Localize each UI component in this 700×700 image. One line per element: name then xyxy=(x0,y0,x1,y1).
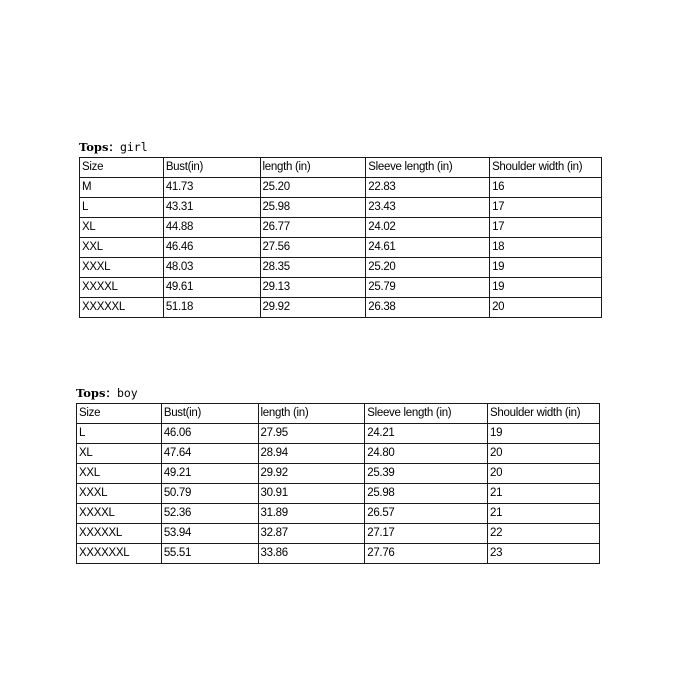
measurement-cell: 27.76 xyxy=(365,544,488,564)
measurement-cell: 46.06 xyxy=(161,424,258,444)
table-row xyxy=(77,524,600,544)
measurement-cell: 19 xyxy=(490,258,602,278)
measurement-cell: 17 xyxy=(490,198,602,218)
measurement-cell: 22.83 xyxy=(366,178,490,198)
size-cell: XXL xyxy=(77,464,162,484)
measurement-cell: 25.98 xyxy=(365,484,488,504)
column-header: Sleeve length (in) xyxy=(366,158,490,178)
measurement-cell: 52.36 xyxy=(161,504,258,524)
boy-size-table xyxy=(76,403,600,564)
column-header: Size xyxy=(80,158,164,178)
measurement-cell: 19 xyxy=(490,278,602,298)
column-header: Bust(in) xyxy=(161,404,258,424)
measurement-cell: 27.95 xyxy=(258,424,365,444)
measurement-cell: 53.94 xyxy=(161,524,258,544)
column-header: Shoulder width (in) xyxy=(488,404,600,424)
size-cell: L xyxy=(77,424,162,444)
measurement-cell: 17 xyxy=(490,218,602,238)
measurement-cell: 24.80 xyxy=(365,444,488,464)
size-cell: XL xyxy=(80,218,164,238)
measurement-cell: 29.13 xyxy=(260,278,366,298)
measurement-cell: 29.92 xyxy=(258,464,365,484)
boy-table-caption xyxy=(76,384,600,403)
measurement-cell: 16 xyxy=(490,178,602,198)
table-row xyxy=(77,444,600,464)
size-cell: XXXXXL xyxy=(80,298,164,318)
size-cell: XXXXXXL xyxy=(77,544,162,564)
table-row xyxy=(80,198,602,218)
measurement-cell: 24.21 xyxy=(365,424,488,444)
column-header: Size xyxy=(77,404,162,424)
column-header: Sleeve length (in) xyxy=(365,404,488,424)
measurement-cell: 44.88 xyxy=(163,218,260,238)
measurement-cell: 20 xyxy=(488,444,600,464)
measurement-cell: 49.21 xyxy=(161,464,258,484)
measurement-cell: 24.02 xyxy=(366,218,490,238)
measurement-cell: 51.18 xyxy=(163,298,260,318)
size-cell: XXXXL xyxy=(77,504,162,524)
size-cell: L xyxy=(80,198,164,218)
measurement-cell: 33.86 xyxy=(258,544,365,564)
measurement-cell: 55.51 xyxy=(161,544,258,564)
measurement-cell: 32.87 xyxy=(258,524,365,544)
measurement-cell: 25.20 xyxy=(260,178,366,198)
table-row xyxy=(80,278,602,298)
table-row xyxy=(77,464,600,484)
table-row xyxy=(77,544,600,564)
size-cell: XXXXXL xyxy=(77,524,162,544)
table-row xyxy=(80,178,602,198)
measurement-cell: 21 xyxy=(488,504,600,524)
table-row xyxy=(77,504,600,524)
girl-table-caption xyxy=(79,138,602,157)
measurement-cell: 20 xyxy=(490,298,602,318)
measurement-cell: 20 xyxy=(488,464,600,484)
table-row xyxy=(80,238,602,258)
measurement-cell: 48.03 xyxy=(163,258,260,278)
measurement-cell: 30.91 xyxy=(258,484,365,504)
measurement-cell: 23.43 xyxy=(366,198,490,218)
column-header: Shoulder width (in) xyxy=(490,158,602,178)
measurement-cell: 25.79 xyxy=(366,278,490,298)
table-row xyxy=(80,298,602,318)
measurement-cell: 25.39 xyxy=(365,464,488,484)
measurement-cell: 29.92 xyxy=(260,298,366,318)
measurement-cell: 47.64 xyxy=(161,444,258,464)
size-cell: XXL xyxy=(80,238,164,258)
column-header: length (in) xyxy=(258,404,365,424)
table-row xyxy=(77,424,600,444)
measurement-cell: 43.31 xyxy=(163,198,260,218)
boy-size-section xyxy=(76,384,600,564)
size-cell: XXXXL xyxy=(80,278,164,298)
girl-size-section xyxy=(79,138,602,318)
measurement-cell: 25.98 xyxy=(260,198,366,218)
caption-sub: girl xyxy=(119,140,148,154)
measurement-cell: 26.77 xyxy=(260,218,366,238)
size-cell: M xyxy=(80,178,164,198)
size-cell: XL xyxy=(77,444,162,464)
measurement-cell: 23 xyxy=(488,544,600,564)
caption-main: Tops： xyxy=(79,140,120,154)
table-row xyxy=(77,484,600,504)
caption-sub: boy xyxy=(116,386,138,400)
measurement-cell: 25.20 xyxy=(366,258,490,278)
measurement-cell: 27.56 xyxy=(260,238,366,258)
measurement-cell: 28.35 xyxy=(260,258,366,278)
measurement-cell: 18 xyxy=(490,238,602,258)
measurement-cell: 50.79 xyxy=(161,484,258,504)
measurement-cell: 22 xyxy=(488,524,600,544)
measurement-cell: 41.73 xyxy=(163,178,260,198)
measurement-cell: 26.57 xyxy=(365,504,488,524)
measurement-cell: 49.61 xyxy=(163,278,260,298)
measurement-cell: 24.61 xyxy=(366,238,490,258)
size-cell: XXXL xyxy=(77,484,162,504)
measurement-cell: 31.89 xyxy=(258,504,365,524)
column-header: length (in) xyxy=(260,158,366,178)
girl-size-table xyxy=(79,157,602,318)
measurement-cell: 19 xyxy=(488,424,600,444)
table-header-row xyxy=(77,404,600,424)
measurement-cell: 27.17 xyxy=(365,524,488,544)
measurement-cell: 28.94 xyxy=(258,444,365,464)
measurement-cell: 26.38 xyxy=(366,298,490,318)
column-header: Bust(in) xyxy=(163,158,260,178)
table-header-row xyxy=(80,158,602,178)
size-cell: XXXL xyxy=(80,258,164,278)
measurement-cell: 21 xyxy=(488,484,600,504)
table-row xyxy=(80,258,602,278)
measurement-cell: 46.46 xyxy=(163,238,260,258)
table-row xyxy=(80,218,602,238)
caption-main: Tops： xyxy=(76,386,117,400)
